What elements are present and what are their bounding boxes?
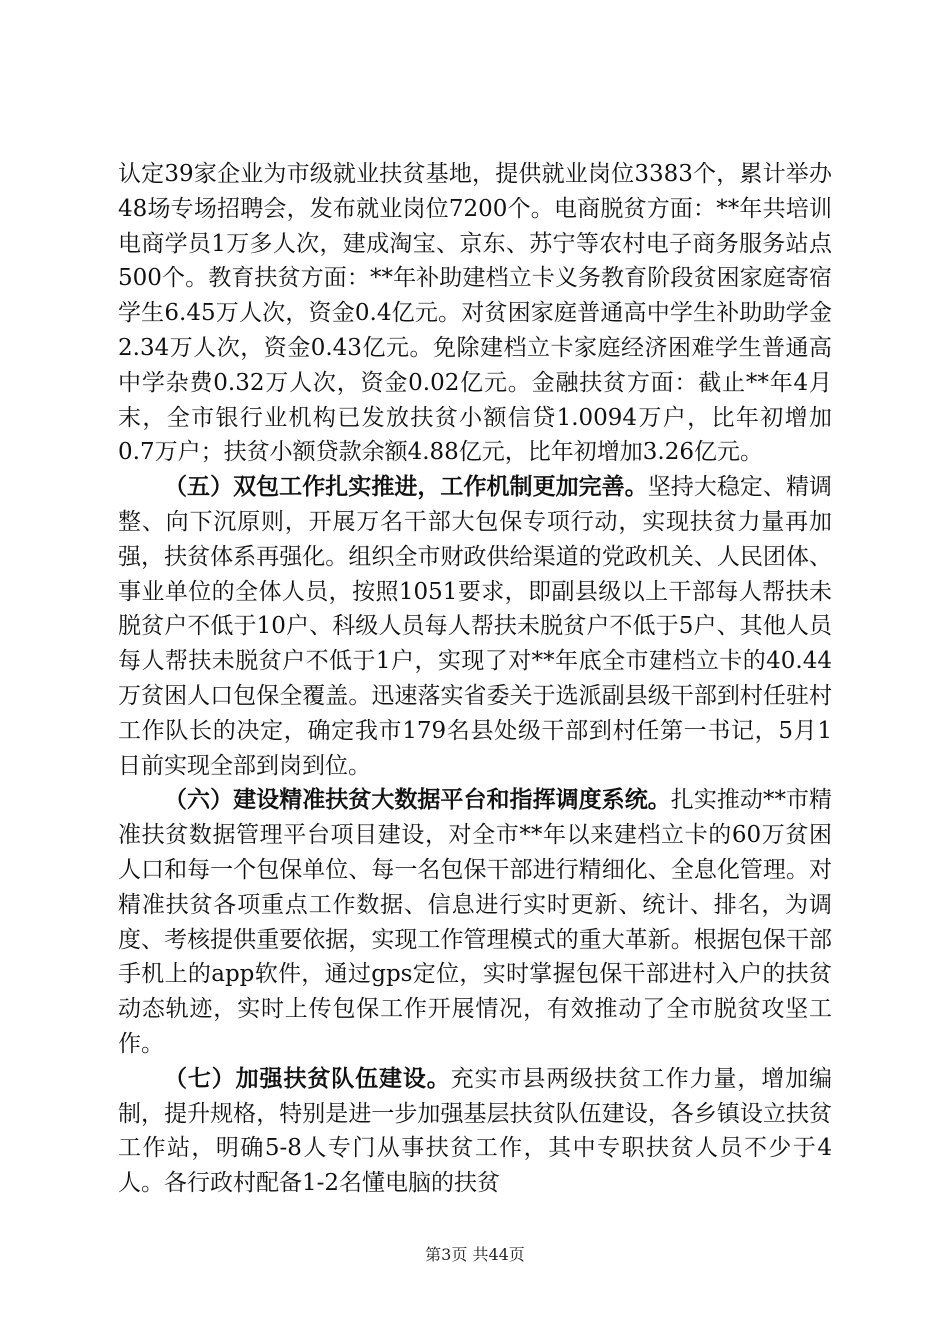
paragraph-text: 充实市县两级扶贫工作力量，增加编制，提升规格，特别是进一步加强基层扶贫队伍建设，各乡镇设立扶贫工作站，明确5-8人专门从事扶贫工作，其中专职扶贫人员不少于4人。各行政村配备1-2名懂电脑的扶贫 bbox=[118, 1065, 833, 1197]
page-footer bbox=[0, 1242, 950, 1265]
paragraph-section-6 bbox=[118, 783, 832, 1061]
page-number-label: 第3页 共44页 bbox=[425, 1245, 525, 1264]
section-heading: （五）双包工作扎实推进，工作机制更加完善。 bbox=[164, 474, 648, 501]
paragraph-text: 认定39家企业为市级就业扶贫基地，提供就业岗位3383个，累计举办48场专场招聘会，发布就业岗位7200个。电商脱贫方面：**年共培训电商学员1万多人次，建成淘宝、京东、苏宁等农村电子商务服务站点500个。教育扶贫方面：**年补助建档立卡义务教育阶段贫困家庭寄宿学生6.45万人次，资金0.4亿元。对贫困家庭普通高中学生补助助学金2.34万人次，资金0.43亿元。免除建档立卡家庭经济困难学生普通高中学杂费0.32万人次，资金0.02亿元。金融扶贫方面：截止**年4月末，全市银行业机构已发放扶贫小额信贷1.0094万户，比年初增加0.7万户；扶贫小额贷款余额4.88亿元，比年初增加3.26亿元。 bbox=[118, 161, 832, 466]
paragraph-text: 坚持大稳定、精调整、向下沉原则，开展万名干部大包保专项行动，实现扶贫力量再加强，扶贫体系再强化。组织全市财政供给渠道的党政机关、人民团体、事业单位的全体人员，按照1051要求，即副县级以上干部每人帮扶未脱贫户不低于10户、科级人员每人帮扶未脱贫户不低于5户、其他人员每人帮扶未脱贫户不低于1户，实现了对**年底全市建档立卡的40.44万贫困人口包保全覆盖。迅速落实省委关于选派副县级干部到村任驻村工作队长的决定，确定我市179名县处级干部到村任第一书记，5月1日前实现全部到岗到位。 bbox=[118, 474, 833, 779]
paragraph-text: 扎实推动**市精准扶贫数据管理平台项目建设，对全市**年以来建档立卡的60万贫困人口和每一个包保单位、每一名包保干部进行精细化、全息化管理。对精准扶贫各项重点工作数据、信息进行实时更新、统计、排名，为调度、考核提供重要依据，实现工作管理模式的重大革新。根据包保干部手机上的app软件，通过gps定位，实时掌握包保干部进村入户的扶贫动态轨迹，实时上传包保工作开展情况，有效推动了全市脱贫攻坚工作。 bbox=[118, 787, 833, 1057]
document-body bbox=[118, 157, 832, 1201]
paragraph-continuation bbox=[118, 157, 832, 470]
section-heading: （六）建设精准扶贫大数据平台和指挥调度系统。 bbox=[164, 787, 671, 814]
paragraph-section-5 bbox=[118, 470, 832, 783]
paragraph-section-7 bbox=[118, 1062, 832, 1201]
section-heading: （七）加强扶贫队伍建设。 bbox=[164, 1065, 451, 1092]
